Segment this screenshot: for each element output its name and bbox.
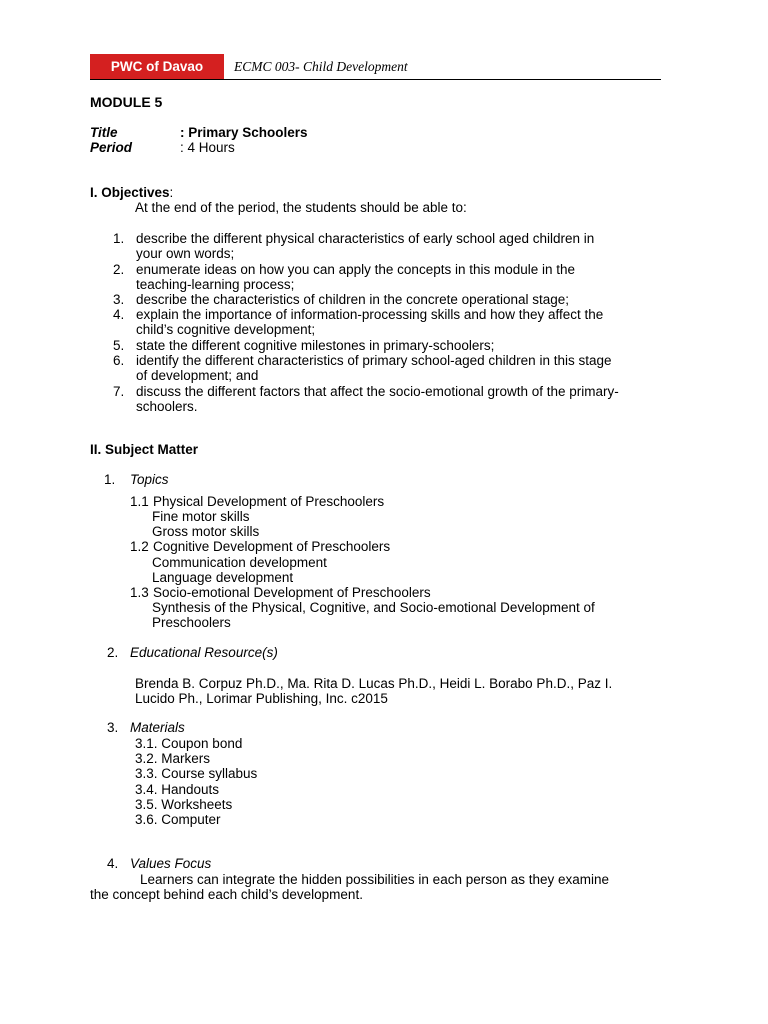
materials-number: 3.	[107, 720, 119, 735]
topic-3: Socio-emotional Development of Preschoolers	[153, 585, 431, 600]
objective-text: explain the importance of information-processing skills and how they affect the	[136, 307, 604, 323]
objectives-intro: At the end of the period, the students should be able to:	[135, 200, 467, 215]
topic-2-sub-1: Communication development	[152, 555, 327, 570]
subject-matter-heading: II. Subject Matter	[90, 442, 199, 457]
objective-number: 6.	[113, 353, 125, 369]
material-item: 3.6. Computer	[135, 812, 221, 827]
topic-1: Physical Development of Preschoolers	[153, 494, 385, 509]
material-item: 3.5. Worksheets	[135, 796, 233, 812]
values-line-2: the concept behind each child’s development.	[90, 887, 363, 902]
period-label: Period	[90, 140, 133, 155]
title-label: Title	[90, 125, 118, 140]
objective-text: schoolers.	[136, 398, 198, 414]
objectives-heading	[90, 185, 173, 200]
topic-3-sub-1-line-2: Preschoolers	[152, 615, 231, 630]
topic-3-sub-1-line-1: Synthesis of the Physical, Cognitive, and Socio-emotional Development of	[152, 600, 595, 615]
objective-text: of development; and	[136, 368, 259, 384]
module-heading: MODULE 5	[90, 94, 163, 110]
topics-label: Topics	[130, 472, 169, 487]
topic-1-sub-1: Fine motor skills	[152, 509, 250, 524]
objective-text: teaching-learning process;	[136, 276, 295, 292]
objective-number: 2.	[113, 261, 125, 277]
topic-2-number: 1.2	[130, 539, 149, 554]
objective-number: 5.	[113, 337, 125, 353]
material-item: 3.3. Course syllabus	[135, 766, 258, 782]
materials-label: Materials	[130, 720, 185, 735]
topic-2: Cognitive Development of Preschoolers	[153, 539, 391, 554]
objective-text: your own words;	[136, 246, 235, 261]
objective-number: 4.	[113, 307, 125, 323]
objective-number: 1.	[113, 231, 125, 246]
objectives-heading-text: I. Objectives	[90, 185, 170, 200]
objective-text: state the different cognitive milestones in primary-schoolers;	[136, 337, 495, 353]
values-number: 4.	[107, 856, 119, 871]
header-rule	[90, 79, 661, 80]
objective-text: child’s cognitive development;	[136, 322, 316, 338]
topics-number: 1.	[104, 472, 116, 487]
material-item: 3.4. Handouts	[135, 781, 220, 797]
period-value: : 4 Hours	[180, 140, 235, 155]
resources-label: Educational Resource(s)	[130, 645, 278, 660]
material-item: 3.2. Markers	[135, 751, 211, 767]
title-value: : Primary Schoolers	[180, 125, 308, 140]
topic-3-number: 1.3	[130, 585, 149, 600]
resources-line-1: Brenda B. Corpuz Ph.D., Ma. Rita D. Lucas Ph.D., Heidi L. Borabo Ph.D., Paz I.	[135, 676, 613, 691]
objective-text: describe the different physical characteristics of early school aged children in	[136, 231, 595, 246]
objective-text: describe the characteristics of children in the concrete operational stage;	[136, 292, 569, 307]
resources-line-2: Lucido Ph., Lorimar Publishing, Inc. c2015	[135, 691, 388, 706]
topic-1-number: 1.1	[130, 494, 149, 509]
topic-1-sub-2: Gross motor skills	[152, 524, 260, 539]
objective-number: 7.	[113, 383, 125, 399]
objective-text: discuss the different factors that affect the socio-emotional growth of the primary-	[136, 383, 619, 399]
values-line-1: Learners can integrate the hidden possibilities in each person as they examine	[140, 872, 610, 887]
objective-text: enumerate ideas on how you can apply the concepts in this module in the	[136, 261, 576, 277]
objectives-heading-colon: :	[169, 185, 174, 200]
resources-number: 2.	[107, 645, 119, 660]
course-title: ECMC 003- Child Development	[234, 59, 408, 74]
objective-text: identify the different characteristics of primary school-aged children in this stage	[136, 353, 612, 369]
topic-2-sub-2: Language development	[152, 570, 294, 585]
objective-number: 3.	[113, 292, 125, 307]
school-badge: PWC of Davao	[90, 54, 224, 79]
values-label: Values Focus	[130, 856, 212, 871]
material-item: 3.1. Coupon bond	[135, 736, 243, 751]
